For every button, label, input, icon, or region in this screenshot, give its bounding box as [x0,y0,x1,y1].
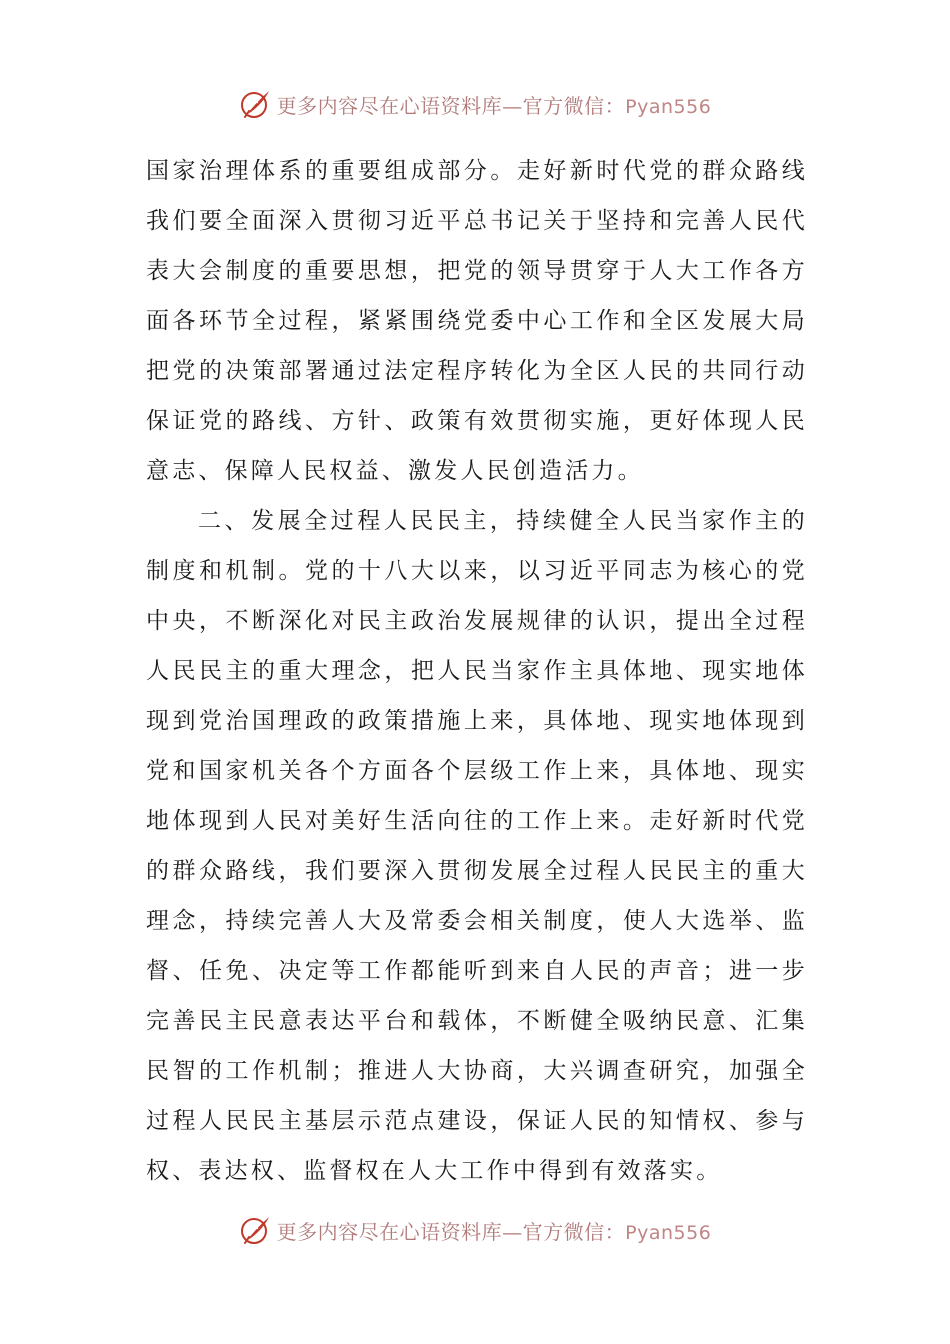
text-line: 党和国家机关各个方面各个层级工作上来，具体地、现实 [146,758,808,784]
text-line: 地体现到人民对美好生活向往的工作上来。走好新时代党 [146,808,808,834]
text-line: 制度和机制。党的十八大以来，以习近平同志为核心的党 [146,558,808,584]
header-watermark-banner [0,84,950,124]
quill-logo-icon [239,87,273,121]
header-watermark-handle: Pyan556 [625,95,712,118]
quill-logo-icon [239,1213,273,1247]
text-line: 的群众路线，我们要深入贯彻发展全过程人民民主的重大 [146,858,808,884]
text-line: 权、表达权、监督权在人大工作中得到有效落实。 [146,1158,723,1184]
text-line: 意志、保障人民权益、激发人民创造活力。 [146,458,644,484]
text-line: 督、任免、决定等工作都能听到来自人民的声音；进一步 [146,958,808,984]
footer-watermark-banner [0,1210,950,1250]
text-line: 保证党的路线、方针、政策有效贯彻实施，更好体现人民 [146,408,808,434]
text-line: 现到党治国理政的政策措施上来，具体地、现实地体现到 [146,708,808,734]
text-line: 完善民主民意表达平台和载体，不断健全吸纳民意、汇集 [146,1008,808,1034]
document-body [146,146,808,1196]
text-line: 表大会制度的重要思想，把党的领导贯穿于人大工作各方 [146,258,808,284]
section-heading-line: 二、发展全过程人民民主，持续健全人民当家作主的 [198,508,808,534]
text-line: 人民民主的重大理念，把人民当家作主具体地、现实地体 [146,658,808,684]
header-watermark-text: 更多内容尽在心语资料库—官方微信：Pyan556 [276,93,712,118]
text-line: 中央，不断深化对民主政治发展规律的认识，提出全过程 [146,608,808,634]
text-line: 过程人民民主基层示范点建设，保证人民的知情权、参与 [146,1108,808,1134]
text-line: 面各环节全过程，紧紧围绕党委中心工作和全区发展大局 [146,308,808,334]
text-line: 理念，持续完善人大及常委会相关制度，使人大选举、监 [146,908,808,934]
text-line: 民智的工作机制；推进人大协商，大兴调查研究，加强全 [146,1058,808,1084]
text-line: 我们要全面深入贯彻习近平总书记关于坚持和完善人民代 [146,208,808,234]
text-line: 国家治理体系的重要组成部分。走好新时代党的群众路线 [146,158,808,184]
text-line: 把党的决策部署通过法定程序转化为全区人民的共同行动 [146,358,808,384]
footer-watermark-text: 更多内容尽在心语资料库—官方微信：Pyan556 [276,1219,712,1244]
footer-watermark-handle: Pyan556 [625,1221,712,1244]
